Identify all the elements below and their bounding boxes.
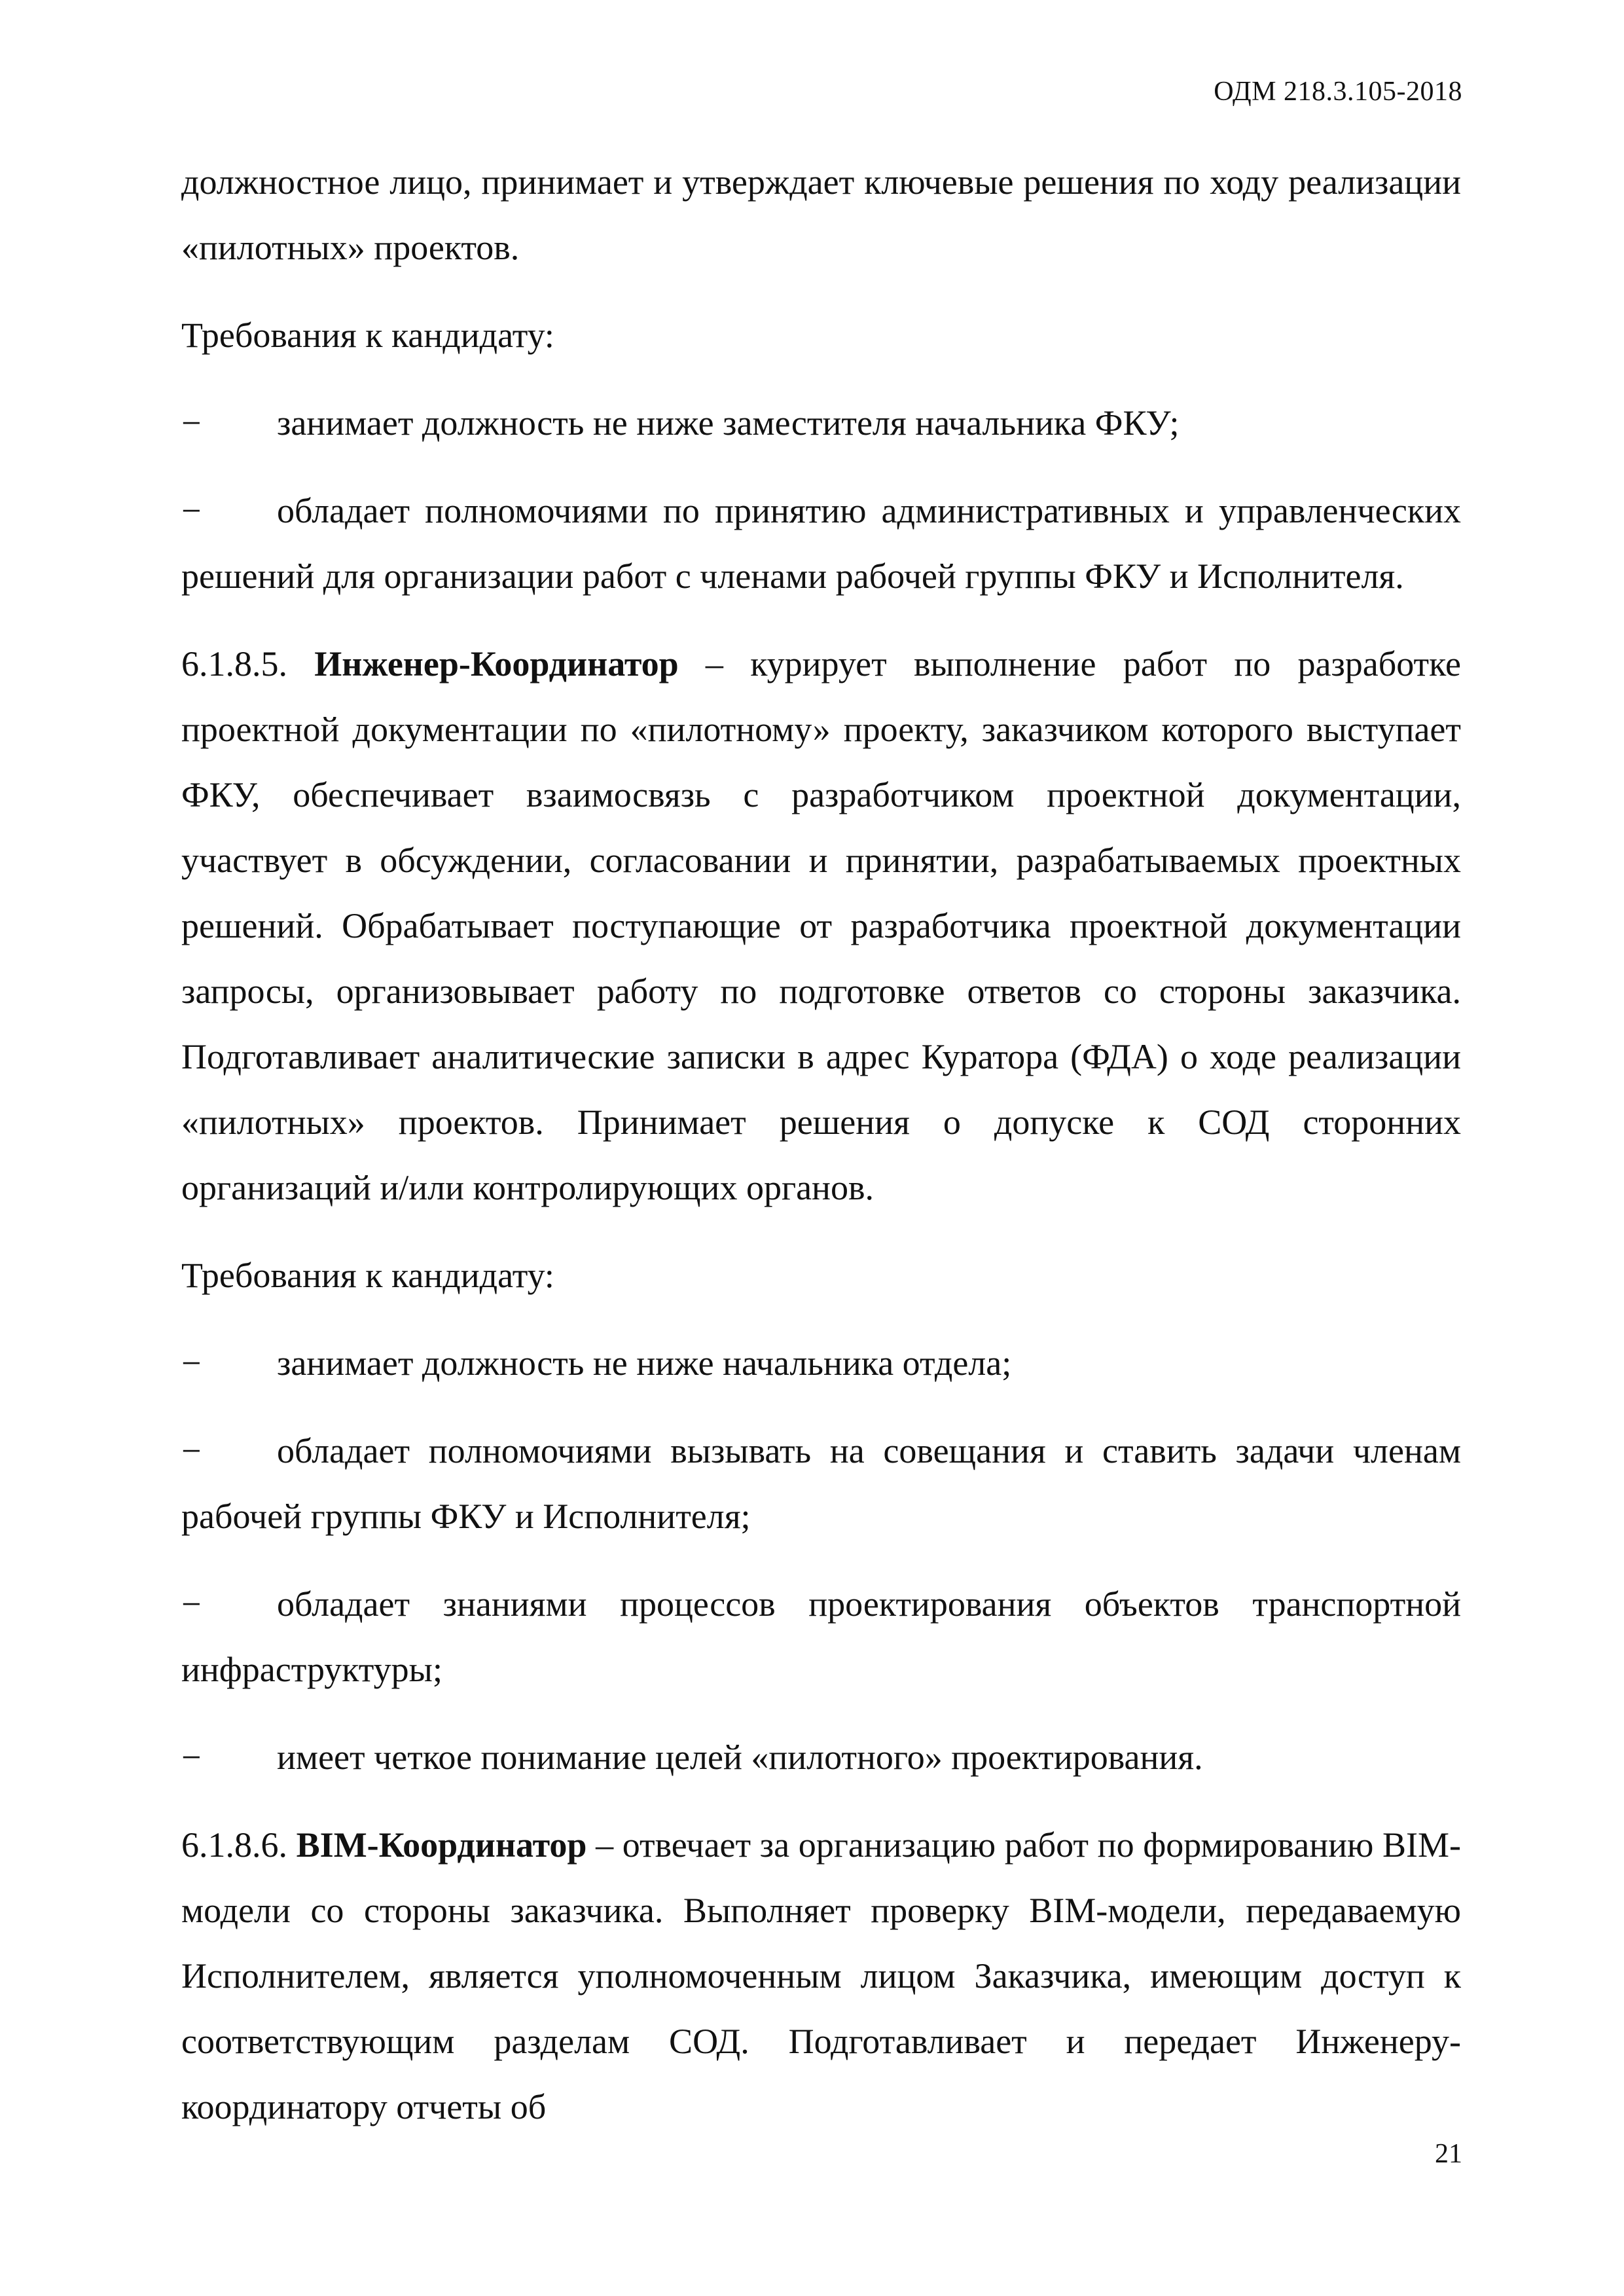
list-item: [181, 1418, 1461, 1549]
section-6-1-8-5: [181, 631, 1461, 1220]
list-item-text: занимает должность не ниже начальника отдела;: [277, 1343, 1012, 1383]
dash-bullet: −: [181, 403, 202, 443]
dash-bullet: −: [181, 491, 202, 530]
list-item: [181, 478, 1461, 609]
list-item-text: обладает полномочиями по принятию административных и управленческих решений для организации работ с членами рабочей группы ФКУ и Исполнителя.: [181, 491, 1461, 596]
section-text: – отвечает за организацию работ по формированию BIM-модели со стороны заказчика. Выполняет проверку BIM-модели, передаваемую Исполнителем, является уполномоченным лицом Заказчика, имеющим доступ к соответствующим разделам СОД. Подготавливает и передает Инженеру-координатору отчеты об: [181, 1825, 1462, 2126]
list-item: [181, 1330, 1461, 1396]
list-item: [181, 1724, 1461, 1790]
section-number: 6.1.8.6.: [181, 1825, 287, 1865]
section-text: – курирует выполнение работ по разработке проектной документации по «пилотному» проекту, заказчиком которого выступает ФКУ, обеспечивает взаимосвязь с разработчиком проектной документации, участвует в обсуждении, согласовании и принятии, разрабатываемых проектных решений. Обрабатывает поступающие от разработчика проектной документации запросы, организовывает работу по подготовке ответов со стороны заказчика. Подготавливает аналитические записки в адрес Куратора (ФДА) о ходе реализации «пилотных» проектов. Принимает решения о допуске к СОД сторонних организаций и/или контролирующих органов.: [181, 644, 1461, 1207]
dash-bullet: −: [181, 1738, 202, 1777]
role-term-engineer-coordinator: Инженер-Координатор: [314, 644, 679, 683]
list-item-text: имеет четкое понимание целей «пилотного» проектирования.: [277, 1738, 1203, 1777]
page-body: [181, 149, 1461, 2162]
list-item-text: занимает должность не ниже заместителя начальника ФКУ;: [277, 403, 1180, 443]
list-item: [181, 1571, 1461, 1702]
list-item-text: обладает знаниями процессов проектирования объектов транспортной инфраструктуры;: [181, 1584, 1461, 1689]
role-term-bim-coordinator: BIM-Координатор: [296, 1825, 587, 1865]
section-number: 6.1.8.5.: [181, 644, 287, 683]
page-number: 21: [1435, 2139, 1462, 2169]
dash-bullet: −: [181, 1431, 202, 1470]
paragraph-intro: должностное лицо, принимает и утверждает ключевые решения по ходу реализации «пилотных» проектов.: [181, 162, 1461, 267]
list-item-text: обладает полномочиями вызывать на совещания и ставить задачи членам рабочей группы ФКУ и Исполнителя;: [181, 1431, 1461, 1536]
requirements-heading-1: Требования к кандидату:: [181, 316, 554, 355]
dash-bullet: −: [181, 1584, 202, 1624]
list-item: [181, 390, 1461, 456]
document-code-header: ОДМ 218.3.105-2018: [1214, 77, 1462, 107]
dash-bullet: −: [181, 1343, 202, 1383]
section-6-1-8-6: [181, 1812, 1461, 2140]
requirements-heading-2: Требования к кандидату:: [181, 1256, 554, 1295]
